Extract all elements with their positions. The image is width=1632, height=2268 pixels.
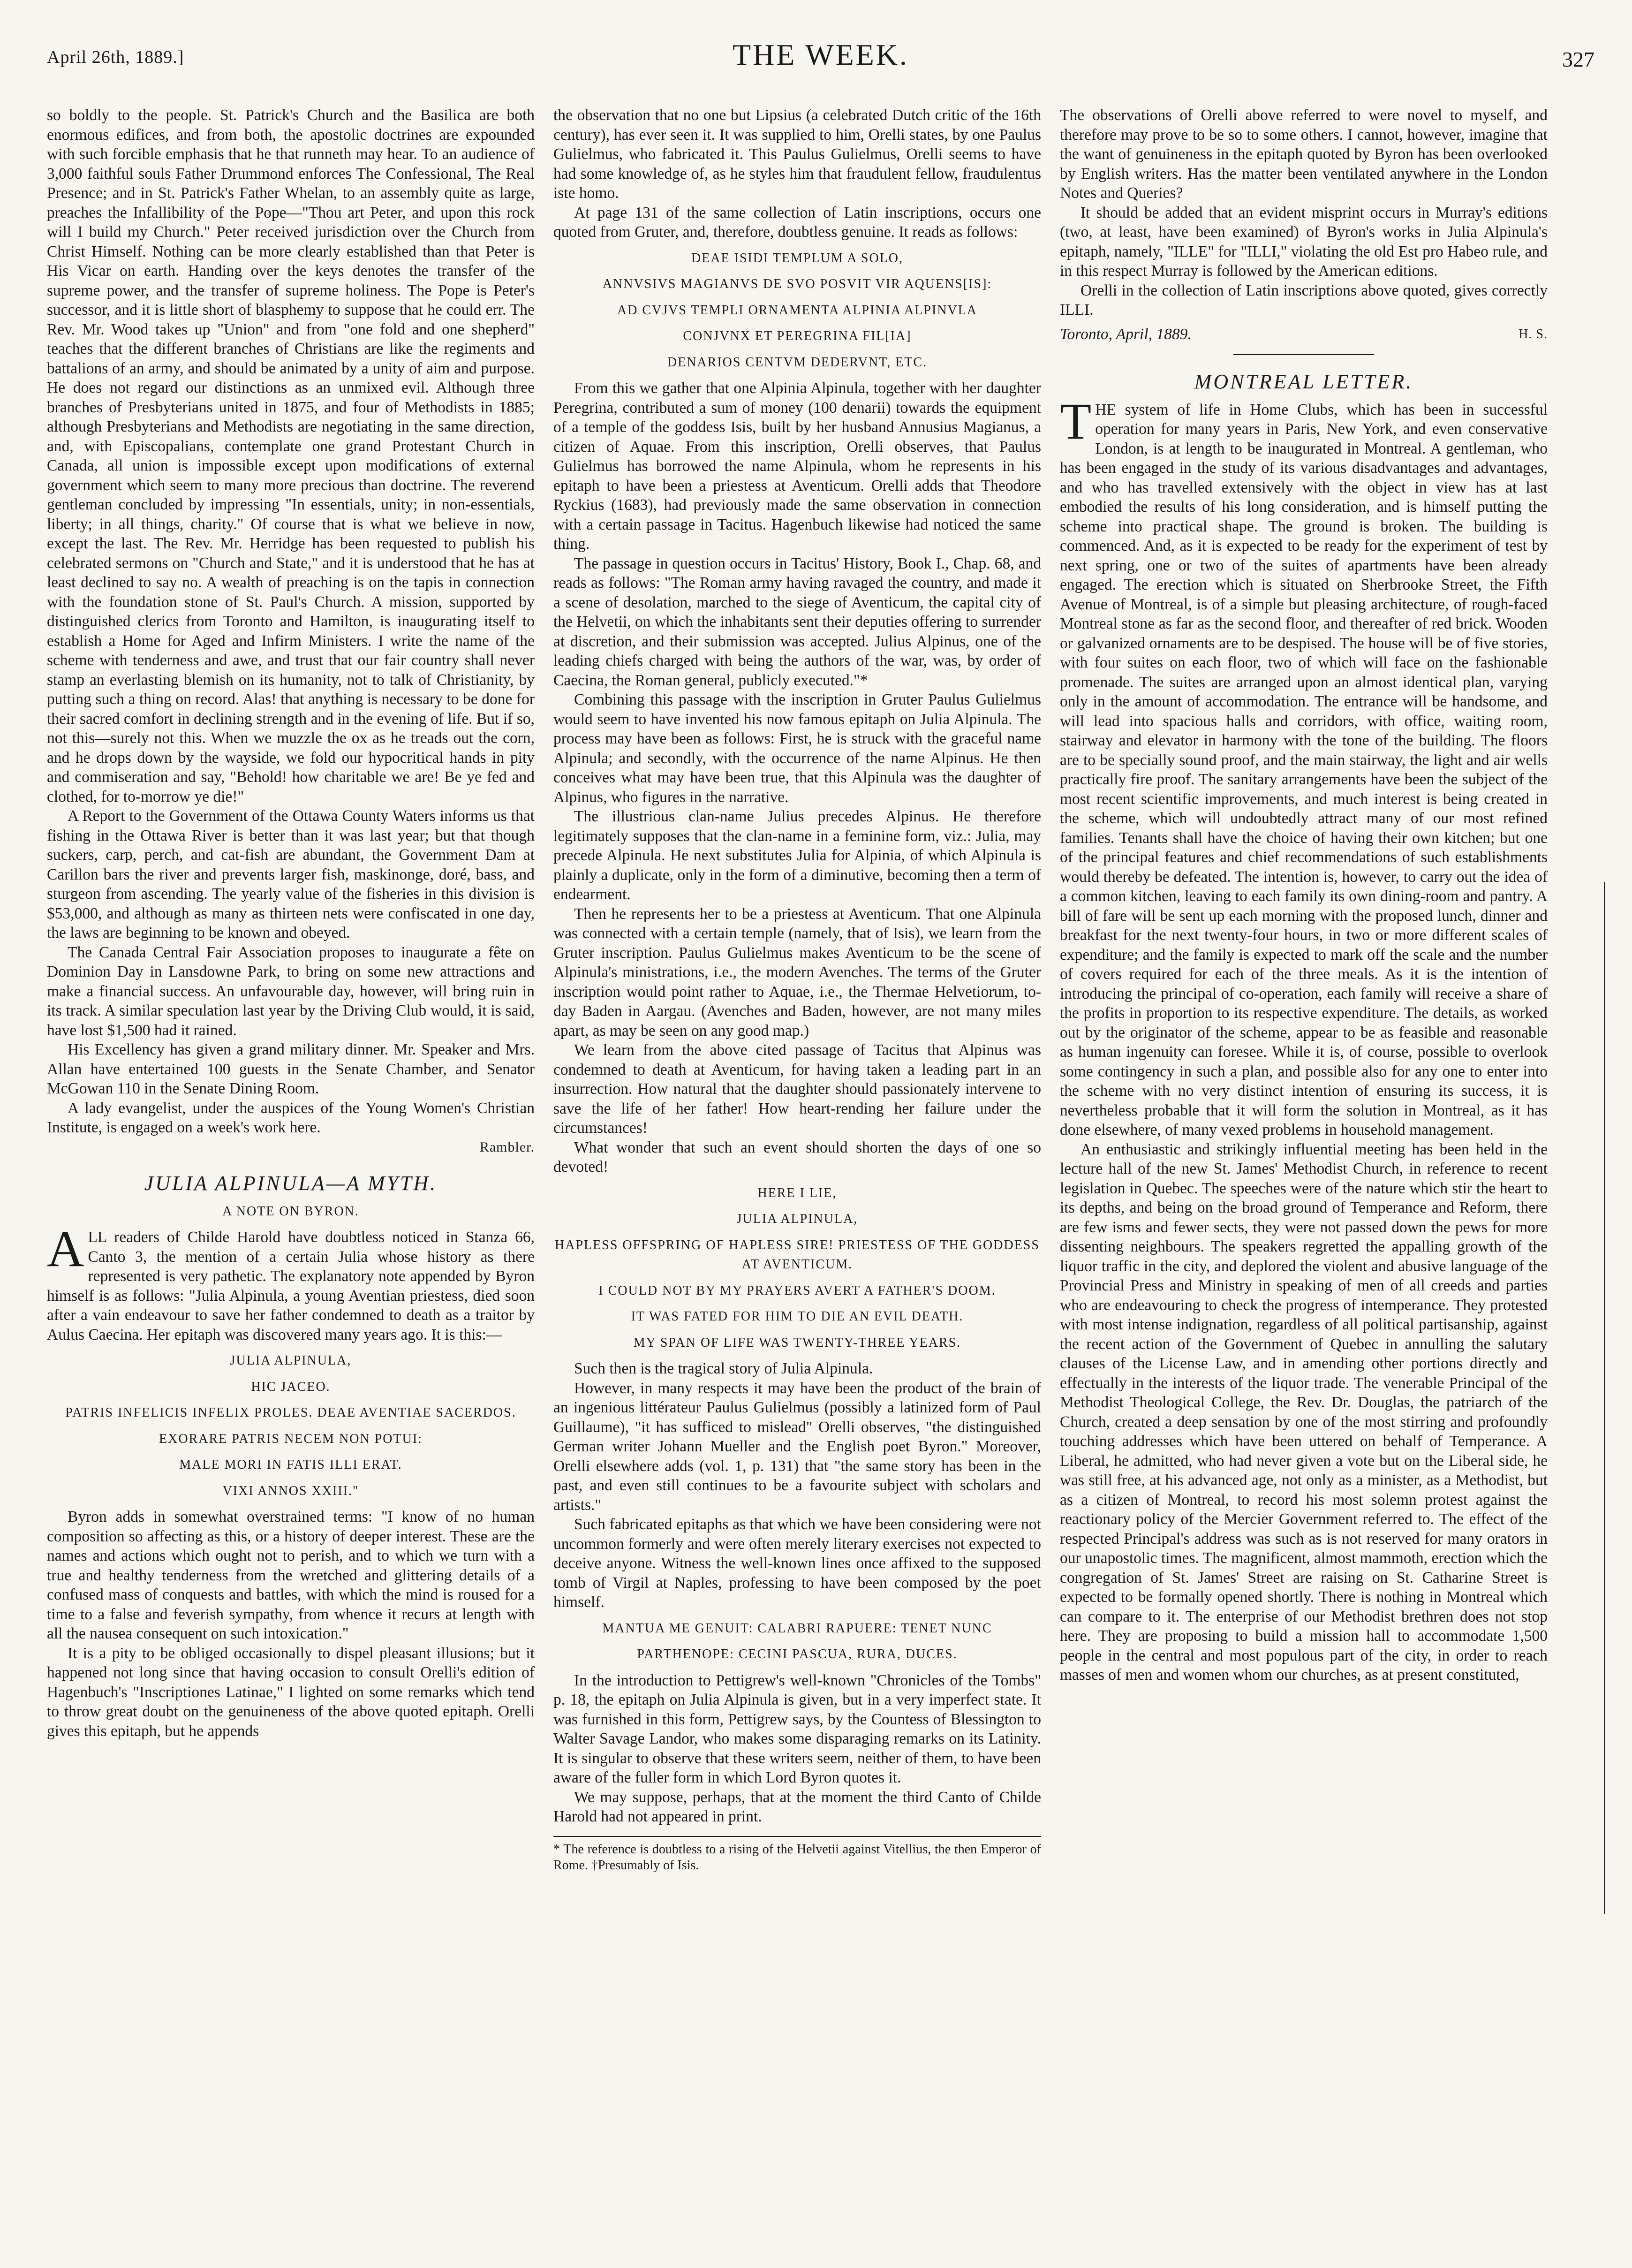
paragraph: the observation that no one but Lipsius (a celebrated Dutch critic of the 16th century), has ever seen it. It was supplied to him, Orelli states, by one Paulus Gulielmus, who fabricated it. This Paulus Gulielmus, Orelli seems to have had some knowledge of, as he styles him that fraudulent fellow, fraudulentus iste homo. bbox=[553, 106, 1041, 202]
inscription-line: DEAE ISIDI TEMPLUM A SOLO, bbox=[691, 250, 904, 265]
paragraph: Such then is the tragical story of Julia Alpinula. bbox=[574, 1360, 873, 1377]
translation-line: I COULD NOT BY MY PRAYERS AVERT A FATHER'S DOOM. bbox=[598, 1283, 996, 1298]
paragraph: An enthusiastic and strikingly influential meeting has been held in the lecture hall of the new St. James' Methodist Church, in reference to recent legislation in Quebec. The speeches were of the nature which stir the heart to its depths, and being on the broad ground of Temperance and Reform, there are few isms and fewer sects, they were not passed down the pews for more dissenting neighbours. The speakers regretted the appalling growth of the liquor traffic in the city, and deplored the violent and abusive language of the Provincial Press and Ministry in speaking of men of all creeds and parties who are endeavouring to check the progress of intemperance. They protested with most intense indignation, regardless of all political partisanship, against the recent action of the Government of Quebec in annulling the salutary clauses of the License Law, and in amending other portions directly and effectually in the interests of the liquor trade. The venerable Principal of the Methodist Theological College, the Rev. Dr. Douglas, the patriarch of the Church, created a deep sensation by one of the most stirring and profoundly touching addresses which have been uttered on behalf of Temperance. A Liberal, he admitted, who had never given a vote but on the Liberal side, he was still free, at his advanced age, not only as a minister, as a Methodist, but as a citizen of Montreal, to record his most solemn protest against the reactionary policy of the Mercier Government referred to. The effect of the respected Principal's address was such as is not reserved for many orators in our unapostolic times. The magnificent, almost mammoth, erection which the congregation of St. James' Street are raising on St. Catharine Street is expected to be formally opened shortly. There is nothing in Montreal which can compare to it. The enterprise of our Methodist brethren does not stop here. They are proposing to build a mission hall to accommodate 1,500 people in the central and most populous part of the city, in order to reach masses of men and women whom our churches, as at present constituted, bbox=[1060, 1140, 1548, 1684]
paragraph: However, in many respects it may have been the product of the brain of an ingenious littérateur Paulus Gulielmus (possibly a latinized form of Paul Guillaume), "it has sufficed to mislead" Orelli observes, "the distinguished German writer Johann Mueller and the English poet Byron." Moreover, Orelli elsewhere adds (vol. 1, p. 131) that "the same story has been in the past, and even still continues to be a favourite subject with scholars and artists." bbox=[553, 1379, 1041, 1514]
paragraph: In the introduction to Pettigrew's well-known "Chronicles of the Tombs" p. 18, the epitaph on Julia Alpinula is given, but in a very imperfect state. It was furnished in this form, Pettigrew says, by the Countess of Blessington to Walter Savage Landor, who makes some disparaging remarks on its Latinity. It is singular to observe that these writers seem, neither of them, to have been aware of the fuller form in which Lord Byron quotes it. bbox=[553, 1671, 1041, 1786]
page-number: 327 bbox=[1562, 47, 1594, 71]
translation-line: MY SPAN OF LIFE WAS TWENTY-THREE YEARS. bbox=[633, 1335, 961, 1350]
inscription-line: CONJVNX ET PEREGRINA FIL[IA] bbox=[683, 329, 912, 343]
epitaph-line: HIC JACEO. bbox=[251, 1379, 331, 1394]
column-middle bbox=[553, 106, 1041, 1874]
footnote: * The reference is doubtless to a rising of the Helvetii against Vitellius, the then Emperor of Rome. †Presumably of Isis. bbox=[553, 1836, 1041, 1874]
publication-title: THE WEEK. bbox=[732, 38, 909, 71]
translation-line: HAPLESS OFFSPRING OF HAPLESS SIRE! PRIESTESS OF THE GODDESS AT AVENTICUM. bbox=[555, 1237, 1040, 1272]
page-header bbox=[47, 28, 1594, 84]
verse-line: MANTUA ME GENUIT: CALABRI RAPUERE: TENET NUNC bbox=[602, 1621, 992, 1636]
inscription-line: AD CVJVS TEMPLI ORNAMENTA ALPINIA ALPINVLA bbox=[617, 303, 978, 318]
verse-line: PARTHENOPE: CECINI PASCUA, RURA, DUCES. bbox=[637, 1647, 958, 1661]
paragraph: We may suppose, perhaps, that at the moment the third Canto of Childe Harold had not appeared in print. bbox=[553, 1788, 1041, 1825]
signature: Rambler. bbox=[479, 1139, 535, 1155]
paragraph: It should be added that an evident misprint occurs in Murray's editions (two, at least, have been examined) of Byron's works in Julia Alpinula's epitaph, namely, "ILLE" for "ILLI," violating the old Est pro Habeo rule, and in this respect Murray is followed by the American editions. bbox=[1060, 204, 1548, 280]
section-divider bbox=[1233, 354, 1374, 355]
translation-line: IT WAS FATED FOR HIM TO DIE AN EVIL DEATH. bbox=[631, 1309, 964, 1324]
signature-line bbox=[1060, 325, 1548, 344]
epitaph-line: JULIA ALPINULA, bbox=[230, 1353, 352, 1368]
column-left bbox=[47, 106, 535, 1741]
article-heading: JULIA ALPINULA—A MYTH. bbox=[144, 1172, 438, 1195]
paragraph: The Canada Central Fair Association proposes to inaugurate a fête on Dominion Day in Lansdowne Park, to bring on some new attractions and make a financial success. An unfavourable day, however, will bring ruin in its track. A similar speculation last year by the Driving Club would, it is said, have lost $1,500 had it rained. bbox=[47, 943, 535, 1039]
paragraph: A lady evangelist, under the auspices of the Young Women's Christian Institute, is engaged on a week's work here. bbox=[47, 1099, 535, 1136]
paragraph: Then he represents her to be a priestess at Aventicum. That one Alpinula was connected with a certain temple (namely, that of Isis), we learn from the Gruter inscription. Paulus Gulielmus makes Aventicum to be the scene of Alpinula's ministrations, i.e., the modern Avenches. The terms of the Gruter inscription would point rather to Aquae, i.e., the Thermae Helvetiorum, to-day Baden in Aargau. (Avenches and Baden, however, are not many miles apart, as may be seen on any good map.) bbox=[553, 905, 1041, 1039]
epitaph-line: PATRIS INFELICIS INFELIX PROLES. DEAE AVENTIAE SACERDOS. bbox=[65, 1405, 516, 1420]
epitaph-line: MALE MORI IN FATIS ILLI ERAT. bbox=[179, 1457, 402, 1472]
paragraph: The illustrious clan-name Julius precedes Alpinus. He therefore legitimately supposes that the clan-name in a feminine form, viz.: Julia, may precede Alpinula. He next substitutes Julia for Alpinia, of which Alpinula is plainly a duplicate, only in the form of a diminutive, becoming then a term of endearment. bbox=[553, 808, 1041, 903]
paragraph: ALL readers of Childe Harold have doubtless noticed in Stanza 66, Canto 3, the mention of a certain Julia whose history as there represented is very pathetic. The explanatory note appended by Byron himself is as follows: "Julia Alpinula, a young Aventian priestess, died soon after a vain endeavour to save her father condemned to death as a traitor by Aulus Caecina. Her epitaph was discovered many years ago. It is this:— bbox=[47, 1220, 535, 1343]
signature-initials: H. S. bbox=[1519, 326, 1548, 341]
paragraph: From this we gather that one Alpinia Alpinula, together with her daughter Peregrina, contributed a sum of money (100 denarii) towards the equipment of a temple of the goddess Isis, built by her husband Annusius Magianus, a citizen of Aquae. From this inscription, Orelli observes, that Paulus Gulielmus has borrowed the name Alpinula, whom he represents in his epitaph to have been a priestess at Aventicum. Orelli adds that Theodore Ryckius (1683), had previously made the same observation in connection with a certain passage in Tacitus. Hagenbuch likewise had noticed the same thing. bbox=[553, 379, 1041, 553]
paragraph: Orelli in the collection of Latin inscriptions above quoted, gives correctly ILLI. bbox=[1060, 281, 1548, 319]
paragraph: It is a pity to be obliged occasionally to dispel pleasant illusions; but it happened not long since that having occasion to consult Orelli's edition of Hagenbuch's "Inscriptiones Latinae," I lighted on some remarks which tend to throw great doubt on the genuineness of the above quoted epitaph. Orelli gives this epitaph, but he appends bbox=[47, 1644, 535, 1740]
paragraph: What wonder that such an event should shorten the days of one so devoted! bbox=[553, 1138, 1041, 1176]
paragraph: At page 131 of the same collection of Latin inscriptions, occurs one quoted from Gruter, and, therefore, doubtless genuine. It reads as follows: bbox=[553, 204, 1041, 241]
inscription-line: DENARIOS CENTVM DEDERVNT, ETC. bbox=[667, 355, 928, 370]
paragraph: Combining this passage with the inscription in Gruter Paulus Gulielmus would seem to have invented his now famous epitaph on Julia Alpinula. The process may have been as follows: First, he is struck with the graceful name Alpinula; and secondly, with the occurrence of the name Alpinus. He then conceives what may have been true, that this Alpinula was the daughter of Alpinus, who figures in the narrative. bbox=[553, 691, 1041, 806]
paragraph: A Report to the Government of the Ottawa County Waters informs us that fishing in the Ottawa River is better than it was last year; but that though suckers, carp, perch, and cat-fish are abundant, the Government Dam at Carillon bars the river and prevents larger fish, maskinonge, doré, bass, and sturgeon from ascending. The yearly value of the fisheries in this division is $53,000, and although as many as thirteen nets were confiscated in one day, the laws are beginning to be known and obeyed. bbox=[47, 807, 535, 941]
translation-line: HERE I LIE, bbox=[757, 1185, 837, 1200]
epitaph-line: EXORARE PATRIS NECEM NON POTUI: bbox=[159, 1431, 423, 1446]
page-edge-rule bbox=[1604, 882, 1605, 1914]
paragraph: The passage in question occurs in Tacitus' History, Book I., Chap. 68, and reads as follows: "The Roman army having ravaged the country, and made it a scene of desolation, marched to the siege of Aventicum, the capital city of the Helvetii, on which the inhabitants sent their deputies offering to surrender at discretion, and their submission was accepted. Julius Alpinus, one of the leading chiefs charged with being the authors of the war, was, by order of Caecina, the Roman general, publicly executed."* bbox=[553, 554, 1041, 689]
column-right bbox=[1060, 106, 1548, 1685]
paragraph: His Excellency has given a grand military dinner. Mr. Speaker and Mrs. Allan have entertained 100 guests in the Senate Chamber, and Senator McGowan 110 in the Senate Dining Room. bbox=[47, 1041, 535, 1097]
paragraph: We learn from the above cited passage of Tacitus that Alpinus was condemned to death at Aventicum, for having taken a leading part in an insurrection. How natural that the daughter should passionately intervene to save the life of her father! How heart-rending her failure under the circumstances! bbox=[553, 1041, 1041, 1137]
inscription-line: ANNVSIVS MAGIANVS DE SVO POSVIT VIR AQUENS[IS]: bbox=[602, 277, 992, 291]
paragraph: Byron adds in somewhat overstrained terms: "I know of no human composition so affecting as this, or a history of deeper interest. These are the names and actions which ought not to perish, and to which we turn with a true and healthy tenderness from the wretched and glittering details of a confused mass of conquests and battles, with which the mind is roused for a time to a false and feverish sympathy, from whence it recurs at length with all the nausea consequent on such intoxication." bbox=[47, 1508, 535, 1642]
article-subheading: A NOTE ON BYRON. bbox=[222, 1204, 359, 1219]
signature-place: Toronto, April, 1889. bbox=[1060, 325, 1192, 343]
paragraph: so boldly to the people. St. Patrick's Church and the Basilica are both enormous edifices, and from both, the apostolic doctrines are expounded with such forcible emphasis that he that runneth may hear. To an audience of 3,000 faithful souls Father Drummond enforces The Confessional, The Real Presence; and in St. Patrick's Father Whelan, to an assembly quite as large, preaches the Infallibility of the Pope—"Thou art Peter, and upon this rock will I build my Church." Peter received jurisdiction over the Church from Christ Himself. Nothing can be more clearly established than that Peter is His Vicar on earth. Handing over the keys denotes the transfer of the supreme power, and the transfer of supreme holiness. The Pope is Peter's successor, and it is little short of blasphemy to suppose that he could err. The Rev. Mr. Wood takes up "Union" and from "one fold and one shepherd" teaches that the different branches of Christians are like the regiments and battalions of an army, and should be animated by a unity of aim and purpose. He does not regard our distinctions as an unmixed evil. Although three branches of Presbyterians united in 1875, and four of Methodists in 1885; although Presbyterians and Methodists are negotiating in the same direction, and, with Episcopalians, contemplate one grand Protestant Church in Canada, all union is impossible except upon modifications of external government which seem to many more precious than doctrine. The reverend gentleman concluded by impressing "In essentials, unity; in non-essentials, liberty; in all things, charity." Of course that is what we believe in now, except the last. The Rev. Mr. Herridge has been requested to publish his celebrated sermons on "Church and State," and it is understood that he has at least declined to say no. A wealth of preaching is on the tapis in connection with the foundation stone of St. Paul's Church. A mission, supported by distinguished clerics from Toronto and Hamilton, is inaugurating itself to establish a Home for Aged and Infirm Ministers. I write the name of the scheme with tenderness and awe, and trust that our fair country shall never stamp an everlasting blemish on its humanity, not to talk of Christianity, by putting such a thing on record. Alas! that anything is necessary to be done for their sacred comfort in declining strength and in the evening of life. But if so, not this—surely not this. When we muzzle the ox as he treads out the corn, and he drops down by the wayside, we fold our hypocritical hands in pity and commiseration and say, "Behold! how charitable we are! Be ye fed and clothed, for to-morrow ye die!" bbox=[47, 106, 535, 805]
article-heading: MONTREAL LETTER. bbox=[1194, 370, 1413, 393]
paragraph: Such fabricated epitaphs as that which we have been considering were not uncommon formerly and were often merely literary exercises not expected to deceive anyone. Witness the well-known lines once affixed to the supposed tomb of Virgil at Naples, professing to have been composed by the poet himself. bbox=[553, 1516, 1041, 1611]
paragraph: THE system of life in Home Clubs, which has been in successful operation for many years in Paris, New York, and even conservative London, is at length to be inaugurated in Montreal. A gentleman, who has been engaged in the study of its various disadvantages and advantages, and who has travelled extensively with the object in view has at last embodied the results of his long consideration, and is himself putting the scheme into practical shape. The ground is broken. The building is commenced. And, as it is expected to be ready for the experiment of test by next spring, one or two of the suites of apartments have been already engaged. The erection which is situated on Sherbrooke Street, the Fifth Avenue of Montreal, is of a simple but pleasing architecture, of rough-faced Montreal stone as far as the second floor, and thereafter of red brick. Wooden or galvanized ornaments are to be despised. The house will be of five stories, with four suites on each floor, two of which will face on the fashionable promenade. The suites are arranged upon an almost identical plan, varying only in the amount of accommodation. The entrance will be handsome, and will lead into spacious halls and corridors, with office, waiting room, stairway and elevator in harmony with the tone of the building. The floors are to be specially sound proof, and the main stairway, the light and air wells practically fire proof. The sanitary arrangements have been the subject of the most recent scientific improvements, and much interest is being created in the scheme, which will undoubtedly attract many of our most refined families. Tenants shall have the choice of having their own kitchen; but one of the principal features and chief recommendations of such establishments would thereby be defeated. The intention is, however, to carry out the idea of a common kitchen, leaving to each family its own dining-room and pantry. A bill of fare will be sent up each morning with the proposed lunch, dinner and breakfast for the next twenty-four hours, in two or more different scales of expenditure; and the family is expected to mark off the scale and the number of covers required for each of the three meals. As it is the intention of introducing the principal of co-operation, each family will receive a share of the profits in proportion to its respective expenditure. The details, as worked out by the originator of the scheme, appear to be as feasible and reasonable as human ingenuity can foresee. While it is, of course, possible to overlook some contingency in such a plan, and possible also for any one to enter into the scheme with no very distinct intention of ensuring its success, it is nevertheless probable that it will form the solution in Montreal, as it has done elsewhere, of many vexed problems in household management. bbox=[1060, 392, 1548, 1138]
issue-date: April 26th, 1889.] bbox=[47, 47, 184, 67]
paragraph: The observations of Orelli above referred to were novel to myself, and therefore may prove to be so to some others. I cannot, however, imagine that the want of genuineness in the epitaph quoted by Byron has been overlooked by English writers. Has the matter been ventilated anywhere in the London Notes and Queries? bbox=[1060, 106, 1548, 202]
translation-line: JULIA ALPINULA, bbox=[736, 1212, 858, 1226]
epitaph-line: VIXI ANNOS XXIII." bbox=[222, 1483, 359, 1498]
